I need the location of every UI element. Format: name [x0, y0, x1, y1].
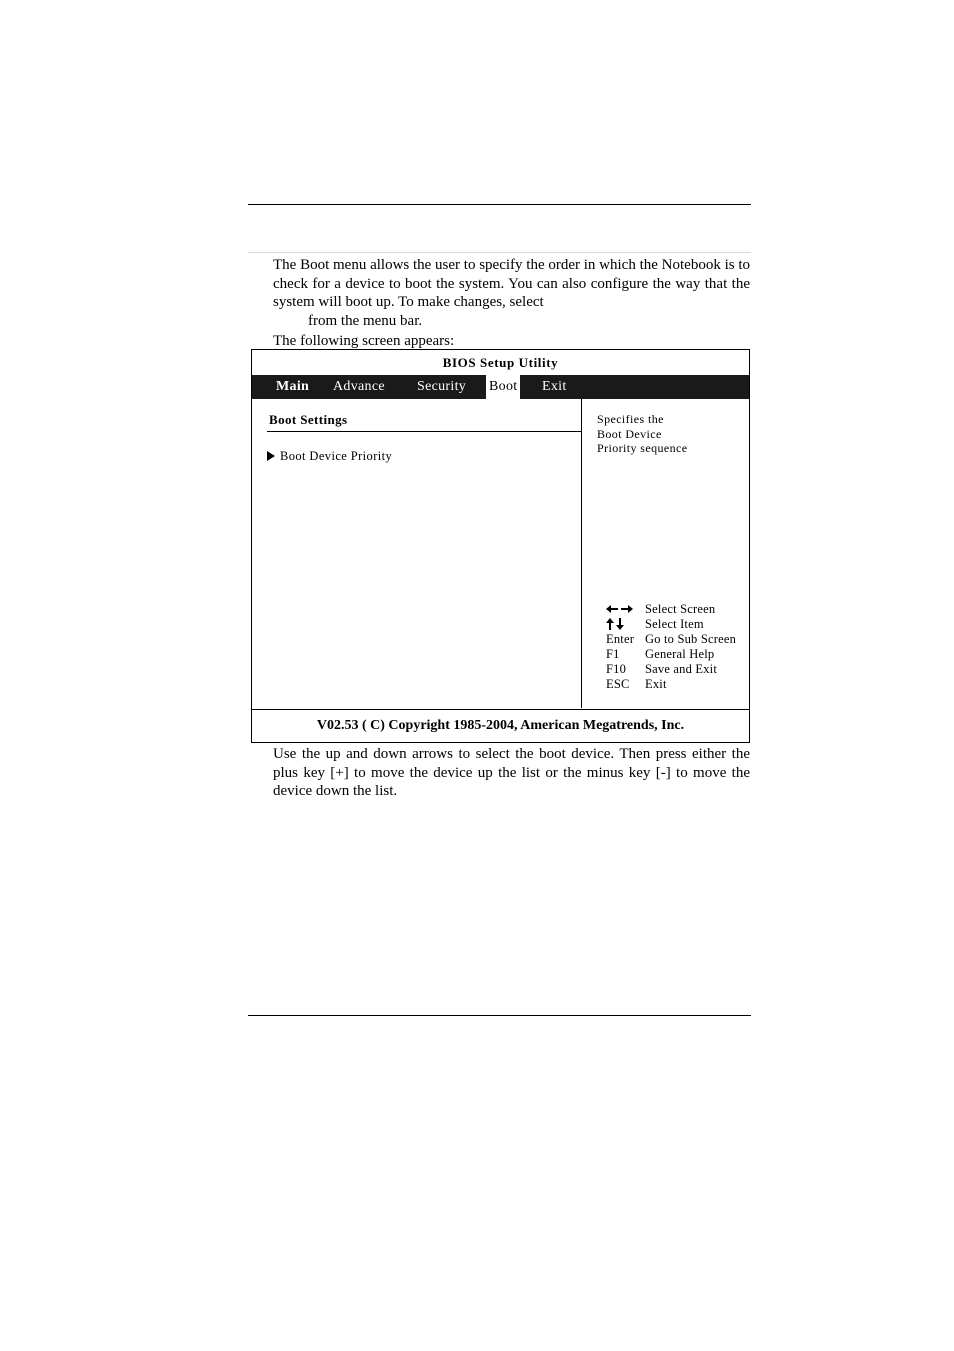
boot-device-priority-item[interactable] — [267, 449, 392, 464]
outro-paragraph: Use the up and down arrows to select the boot device. Then press either the plus key [+] to move the device up the list or the minus key [-] to move the device down the list. — [273, 746, 750, 799]
help-line: Specifies the — [597, 412, 664, 426]
intro-text: The Boot menu allows the user to specify the order in which the Notebook is to check for a device to boot the system. You can also configure the way that the system will boot up. To make changes, select — [273, 257, 750, 310]
key-desc: Select Item — [645, 617, 704, 631]
key-desc: Save and Exit — [645, 662, 718, 676]
boot-item-label: Boot Device Priority — [280, 449, 393, 463]
screen-appears-text: The following screen appears: — [273, 333, 455, 349]
tab-advance[interactable]: Advance — [333, 379, 385, 394]
section-underline — [267, 431, 581, 432]
intro-text-indent: from the menu bar. — [308, 312, 423, 329]
bios-footer — [252, 709, 749, 743]
copyright-text: V02.53 ( C) Copyright 1985-2004, American Megatrends, Inc. — [316, 718, 685, 733]
key-desc: Select Screen — [645, 602, 716, 616]
key-name: F1 — [606, 647, 620, 661]
bios-menu-bar — [252, 375, 749, 399]
key-desc: General Help — [645, 647, 715, 661]
key-name: Enter — [606, 632, 635, 646]
footer-rule — [248, 1015, 751, 1016]
intro-paragraph — [273, 256, 750, 330]
key-name: ESC — [606, 677, 630, 691]
bios-title: BIOS Setup Utility — [442, 355, 559, 370]
tab-main[interactable]: Main — [276, 379, 310, 394]
up-down-arrows-icon — [606, 617, 644, 633]
help-line: Boot Device — [597, 426, 662, 441]
help-line: Priority sequence — [597, 441, 688, 455]
settings-pane — [252, 399, 582, 708]
section-divider — [248, 252, 751, 253]
submenu-arrow-icon — [267, 451, 275, 461]
tab-exit[interactable]: Exit — [542, 379, 567, 394]
bios-screen — [251, 349, 750, 743]
key-desc: Go to Sub Screen — [645, 632, 737, 646]
tab-security[interactable]: Security — [417, 379, 467, 394]
tab-boot[interactable]: Boot — [486, 375, 520, 399]
key-desc: Exit — [645, 677, 667, 691]
left-right-arrows-icon — [606, 602, 644, 617]
help-panel — [597, 412, 742, 456]
key-name: F10 — [606, 662, 627, 676]
header-rule — [248, 204, 751, 205]
section-title: Boot Settings — [269, 412, 348, 427]
